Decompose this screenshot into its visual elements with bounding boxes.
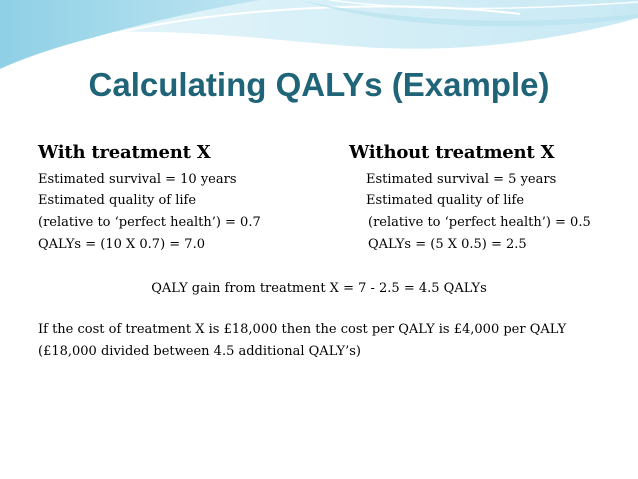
with-relative-line: (relative to ‘perfect health’) = 0.7	[38, 215, 261, 230]
without-treatment-heading: Without treatment X	[349, 142, 555, 163]
without-quality-line: Estimated quality of life	[366, 193, 525, 208]
cost-per-qaly-line: If the cost of treatment X is £18,000 then the cost per QALY is £4,000 per QALY	[38, 322, 567, 337]
with-quality-line: Estimated quality of life	[38, 193, 197, 208]
with-qalys-line: QALYs = (10 X 0.7) = 7.0	[38, 237, 205, 252]
with-treatment-heading: With treatment X	[38, 142, 211, 163]
qaly-gain-line: QALY gain from treatment X = 7 - 2.5 = 4.5 QALYs	[151, 281, 487, 296]
with-survival-line: Estimated survival = 10 years	[38, 172, 237, 187]
without-relative-line: (relative to ‘perfect health’) = 0.5	[368, 215, 591, 230]
cost-explanation-line: (£18,000 divided between 4.5 additional QALY’s)	[38, 344, 361, 359]
without-qalys-line: QALYs = (5 X 0.5) = 2.5	[368, 237, 527, 252]
without-survival-line: Estimated survival = 5 years	[366, 172, 557, 187]
page-title: Calculating QALYs (Example)	[88, 66, 550, 103]
